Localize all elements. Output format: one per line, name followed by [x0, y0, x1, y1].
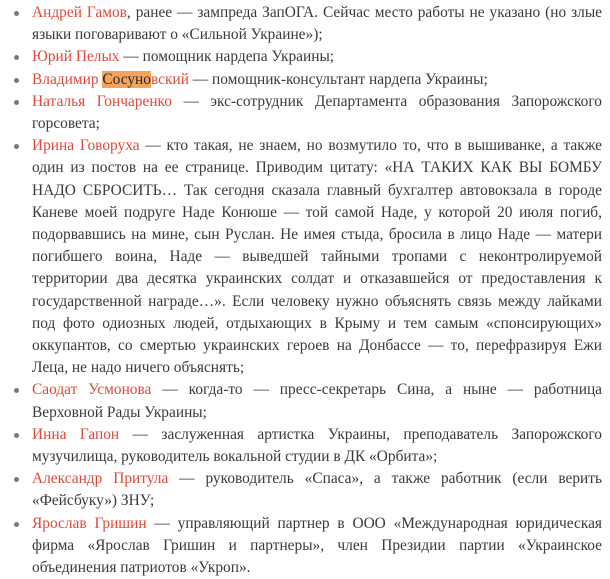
person-link[interactable]: Наталья Гончаренко [32, 92, 172, 110]
bullet-icon [14, 11, 19, 16]
list-item [32, 2, 602, 46]
bullet-icon [14, 477, 19, 482]
bullet-icon [14, 388, 19, 393]
item-description: — когда-то — пресс-секретарь Сина, а ныне — работница Верховной Рады Украины; [32, 381, 603, 421]
person-link[interactable] [32, 71, 189, 88]
list-item [32, 468, 602, 512]
item-description: — управляющий партнер в ООО «Международная юридическая фирма «Ярослав Гришин и партнеры», член Президии партии «Украинское объединения патриотов «Укроп». [32, 514, 602, 577]
bullet-icon [14, 522, 19, 527]
item-description: — экс-сотрудник Департамента образования Запорожского горсовета; [32, 92, 602, 133]
bullet-icon [14, 433, 19, 438]
person-link[interactable]: Саодат Усмонова [32, 381, 152, 399]
bullet-icon [14, 100, 19, 105]
list-item [32, 46, 602, 68]
person-link[interactable]: Ярослав Гришин [32, 514, 147, 532]
item-description: — помощник нардепа Украины; [119, 48, 335, 66]
person-link[interactable]: Ирина Говоруха [32, 137, 140, 155]
bullet-icon [14, 55, 19, 60]
bullet-icon [14, 78, 19, 83]
item-description: — кто такая, не знаем, но возмутило то, что в вышиванке, а также один из постов на ее странице. Приводим цитату: «НА ТАКИХ КАК ВЫ БОМБУ НАДО СБРОСИТЬ… Так сегодня сказала главный бухгалтер автовокзала в городе Каневе моей подруге Наде Конюше — той самой Наде, у которой 20 июля погиб, подорвавшись на мине, сын Руслан. Не имея стыда, бросила в лицо Наде — матери погибшего воина, Наде — выведшей тайными тропами с неконтролируемой территории два десятка украинских солдат и отказавшейся от предоставления к государственной награде…». Если человеку нужно объяснять связь между лайками под фото одиозных людей, отдыхающих в Крыму и тем самым «спонсирующих» оккупантов, со смертью украинских героев на Донбассе — то, перефразируя Ежи Леца, не надо ничего объяснять; [32, 137, 602, 377]
person-link[interactable]: Юрий Пелых [32, 48, 120, 66]
list-item [32, 135, 602, 379]
item-description: — помощник-консультант нардепа Украины; [188, 70, 488, 88]
search-highlight: Сосуно [102, 70, 151, 88]
item-description: , ранее — зампреда ЗапОГА. Сейчас место работы не указано (но злые языки поговаривают о «Сильной Украине»); [32, 4, 602, 44]
person-name-part: Владимир [32, 70, 103, 88]
list-item [32, 379, 602, 423]
list-item [32, 424, 602, 468]
person-link[interactable]: Инна Гапон [32, 425, 120, 443]
bullet-icon [14, 144, 19, 149]
person-name-part: вский [150, 70, 189, 88]
list-item [32, 91, 602, 135]
person-link[interactable]: Александр Притула [32, 470, 169, 488]
item-description: — руководитель «Спаса», а также работник (если верить «Фейсбуку») ЗНУ; [32, 470, 602, 510]
item-description: — заслуженная артистка Украины, преподаватель Запорожского музучилища, руководитель вокальной студии в ДК «Орбита»; [32, 425, 602, 466]
list-item [32, 513, 602, 579]
person-link[interactable]: Андрей Гамов [32, 4, 127, 21]
list-item [32, 69, 602, 91]
